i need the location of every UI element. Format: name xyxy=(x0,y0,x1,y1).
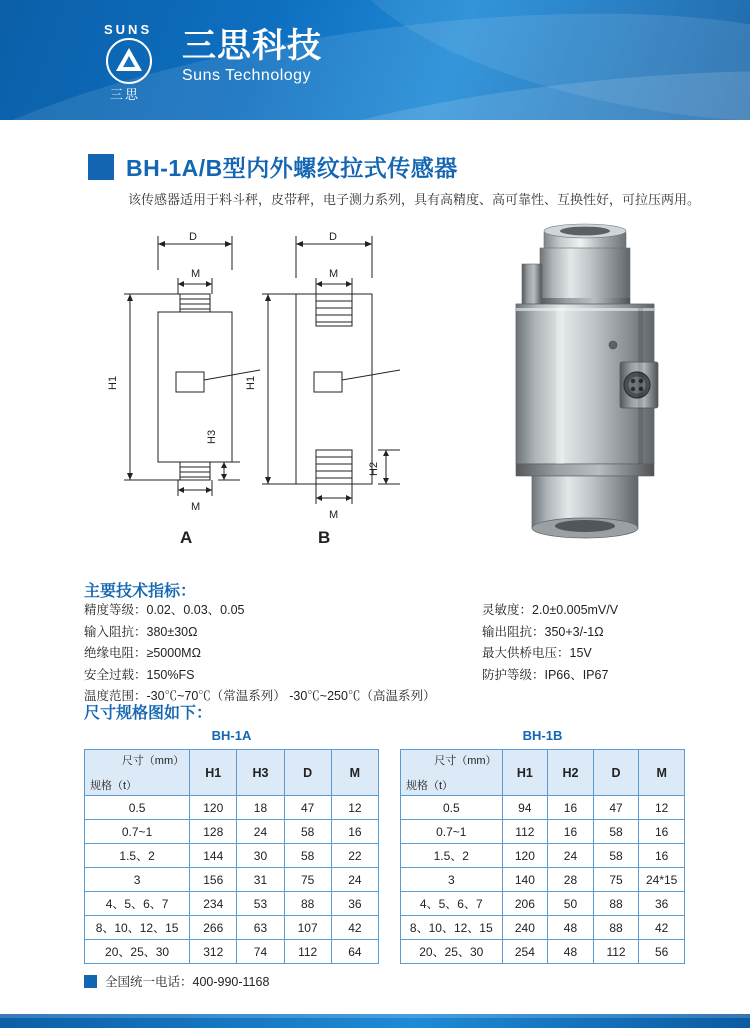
col-header-m: M xyxy=(639,750,685,796)
cell-m: 42 xyxy=(331,916,378,940)
cell-h2: 28 xyxy=(548,868,594,892)
logo-cn-small-text: 三思 xyxy=(110,87,141,102)
cell-spec: 8、10、12、15 xyxy=(85,916,190,940)
cell-m: 36 xyxy=(331,892,378,916)
cell-spec: 0.7~1 xyxy=(85,820,190,844)
cell-spec: 0.7~1 xyxy=(401,820,503,844)
cell-h2: 24 xyxy=(548,844,594,868)
table-block-bh1b xyxy=(400,728,685,964)
drawing-label-M-a-bottom: M xyxy=(191,501,201,513)
table-row xyxy=(85,916,379,940)
specs-left-column xyxy=(84,600,435,708)
drawing-svg xyxy=(100,222,470,542)
cell-h1: 120 xyxy=(502,844,548,868)
table-row xyxy=(401,796,685,820)
cell-d: 75 xyxy=(284,868,331,892)
col-header-m: M xyxy=(331,750,378,796)
cell-h3: 18 xyxy=(237,796,284,820)
col-header-h3: H3 xyxy=(237,750,284,796)
cell-h2: 48 xyxy=(548,916,594,940)
cell-spec: 4、5、6、7 xyxy=(85,892,190,916)
specs-heading: 主要技术指标： xyxy=(84,583,197,600)
spec-input-impedance: 输入阻抗：380±30Ω xyxy=(84,624,198,639)
table-block-bh1a xyxy=(84,728,379,964)
cell-h3: 53 xyxy=(237,892,284,916)
table-row xyxy=(401,820,685,844)
drawing-label-D-a: D xyxy=(189,231,197,243)
page-header xyxy=(0,0,750,120)
cell-m: 42 xyxy=(639,916,685,940)
drawing-label-M-b-bottom: M xyxy=(329,509,339,521)
page-title-row xyxy=(88,150,458,183)
table-row xyxy=(401,892,685,916)
brand-name-en: Suns Technology xyxy=(182,67,312,85)
cell-h1: 140 xyxy=(502,868,548,892)
cell-h1: 254 xyxy=(502,940,548,964)
cell-h1: 266 xyxy=(190,916,237,940)
corner-label-capacity: 规格（t） xyxy=(90,780,138,792)
cell-d: 107 xyxy=(284,916,331,940)
table-header-row xyxy=(85,750,379,796)
table-row xyxy=(401,916,685,940)
cell-h1: 234 xyxy=(190,892,237,916)
footer-bullet-icon xyxy=(84,975,97,988)
cell-h3: 30 xyxy=(237,844,284,868)
drawing-variant-b-label: B xyxy=(318,528,331,547)
cell-h2: 50 xyxy=(548,892,594,916)
page-subtitle: 该传感器适用于料斗秤，皮带秤，电子测力系列，具有高精度、高可靠性、互换性好，可拉压两用。 xyxy=(128,192,701,207)
cell-h1: 312 xyxy=(190,940,237,964)
cell-spec: 8、10、12、15 xyxy=(401,916,503,940)
table-row xyxy=(401,940,685,964)
cell-m: 12 xyxy=(331,796,378,820)
cell-d: 88 xyxy=(284,892,331,916)
table-row xyxy=(85,892,379,916)
product-photo-svg xyxy=(470,212,720,562)
cell-h3: 74 xyxy=(237,940,284,964)
cell-d: 58 xyxy=(593,844,639,868)
col-header-h2: H2 xyxy=(548,750,594,796)
cell-d: 47 xyxy=(593,796,639,820)
col-header-d: D xyxy=(284,750,331,796)
cell-d: 58 xyxy=(593,820,639,844)
table-row xyxy=(85,796,379,820)
cell-d: 58 xyxy=(284,844,331,868)
brand-name-cn: 三思科技 xyxy=(182,27,322,65)
cell-m: 64 xyxy=(331,940,378,964)
cell-spec: 20、25、30 xyxy=(85,940,190,964)
corner-label-capacity: 规格（t） xyxy=(406,780,454,792)
table-row xyxy=(401,868,685,892)
cell-h3: 63 xyxy=(237,916,284,940)
cell-d: 112 xyxy=(284,940,331,964)
table-row xyxy=(85,868,379,892)
spec-output-impedance: 输出阻抗：350+3/-1Ω xyxy=(482,624,604,639)
logo-mark-icon xyxy=(98,22,172,102)
cell-d: 88 xyxy=(593,892,639,916)
dimension-table-bh1a xyxy=(84,749,379,964)
cell-d: 58 xyxy=(284,820,331,844)
spec-insulation-resistance: 绝缘电阻：≥5000MΩ xyxy=(84,646,201,660)
spec-protection-class: 防护等级：IP66、IP67 xyxy=(482,667,609,682)
cell-spec: 1.5、2 xyxy=(401,844,503,868)
table-caption-bh1b: BH-1B xyxy=(522,728,563,743)
specs-right-column xyxy=(482,600,618,686)
footer-bar xyxy=(0,1014,750,1028)
table-row xyxy=(401,844,685,868)
cell-d: 112 xyxy=(593,940,639,964)
page-title: BH-1A/B型内外螺纹拉式传感器 xyxy=(126,155,458,181)
cell-h3: 24 xyxy=(237,820,284,844)
spec-safe-overload: 安全过载：150%FS xyxy=(84,667,195,682)
cell-d: 88 xyxy=(593,916,639,940)
cell-h2: 16 xyxy=(548,796,594,820)
cell-d: 75 xyxy=(593,868,639,892)
cell-m: 22 xyxy=(331,844,378,868)
drawing-label-H1-a: H1 xyxy=(107,375,119,390)
cell-m: 16 xyxy=(639,820,685,844)
cell-m: 36 xyxy=(639,892,685,916)
cell-spec: 3 xyxy=(401,868,503,892)
corner-label-dimension: 尺寸（mm） xyxy=(434,755,497,767)
cell-d: 47 xyxy=(284,796,331,820)
spec-max-bridge-voltage: 最大供桥电压：15V xyxy=(482,646,592,660)
cell-h3: 31 xyxy=(237,868,284,892)
table-caption-bh1a: BH-1A xyxy=(211,728,252,743)
cell-h1: 112 xyxy=(502,820,548,844)
cell-spec: 0.5 xyxy=(85,796,190,820)
spec-temperature-range: 温度范围：-30℃~70℃（常温系列） -30℃~250℃（高温系列） xyxy=(84,689,436,703)
col-header-h1: H1 xyxy=(502,750,548,796)
cell-h1: 94 xyxy=(502,796,548,820)
cell-spec: 4、5、6、7 xyxy=(401,892,503,916)
drawing-label-M-a-top: M xyxy=(191,268,201,280)
drawing-label-H3-a: H3 xyxy=(206,429,218,444)
table-row xyxy=(85,940,379,964)
cell-spec: 1.5、2 xyxy=(85,844,190,868)
cell-h1: 156 xyxy=(190,868,237,892)
tables-heading: 尺寸规格图如下： xyxy=(84,705,213,722)
cell-h1: 240 xyxy=(502,916,548,940)
company-logo xyxy=(98,22,322,102)
cell-h1: 128 xyxy=(190,820,237,844)
cell-spec: 0.5 xyxy=(401,796,503,820)
cell-h1: 120 xyxy=(190,796,237,820)
cell-h2: 16 xyxy=(548,820,594,844)
drawing-variant-a-label: A xyxy=(180,528,193,547)
table-corner-cell xyxy=(85,750,190,796)
col-header-d: D xyxy=(593,750,639,796)
technical-drawing xyxy=(100,222,470,542)
footer-hotline xyxy=(84,972,269,990)
logo-triangle-inner-icon xyxy=(123,56,135,67)
cell-m: 24 xyxy=(331,868,378,892)
cell-h2: 48 xyxy=(548,940,594,964)
drawing-label-H1-b: H1 xyxy=(245,375,257,390)
footer-hotline-text: 全国统一电话：400-990-1168 xyxy=(105,975,270,989)
cell-m: 16 xyxy=(639,844,685,868)
title-bullet-icon xyxy=(88,154,114,180)
cell-m: 12 xyxy=(639,796,685,820)
brand-text-block xyxy=(182,22,322,85)
cell-m: 56 xyxy=(639,940,685,964)
logo-suns-text: SUNS xyxy=(104,22,153,37)
cell-m: 16 xyxy=(331,820,378,844)
cell-spec: 20、25、30 xyxy=(401,940,503,964)
dimension-table-bh1b xyxy=(400,749,685,964)
footer-bar-highlight xyxy=(0,1014,750,1018)
cell-h1: 144 xyxy=(190,844,237,868)
cell-spec: 3 xyxy=(85,868,190,892)
drawing-label-D-b: D xyxy=(329,231,337,243)
drawing-label-M-b-top: M xyxy=(329,268,339,280)
table-row xyxy=(85,820,379,844)
cell-m: 24*15 xyxy=(639,868,685,892)
product-photo xyxy=(470,212,720,562)
table-corner-cell xyxy=(401,750,503,796)
table-row xyxy=(85,844,379,868)
cell-h1: 206 xyxy=(502,892,548,916)
spec-accuracy: 精度等级：0.02、0.03、0.05 xyxy=(84,603,245,617)
spec-sensitivity: 灵敏度：2.0±0.005mV/V xyxy=(482,603,619,617)
corner-label-dimension: 尺寸（mm） xyxy=(121,755,185,767)
drawing-label-H2-b: H2 xyxy=(368,461,380,476)
table-header-row xyxy=(401,750,685,796)
col-header-h1: H1 xyxy=(190,750,237,796)
